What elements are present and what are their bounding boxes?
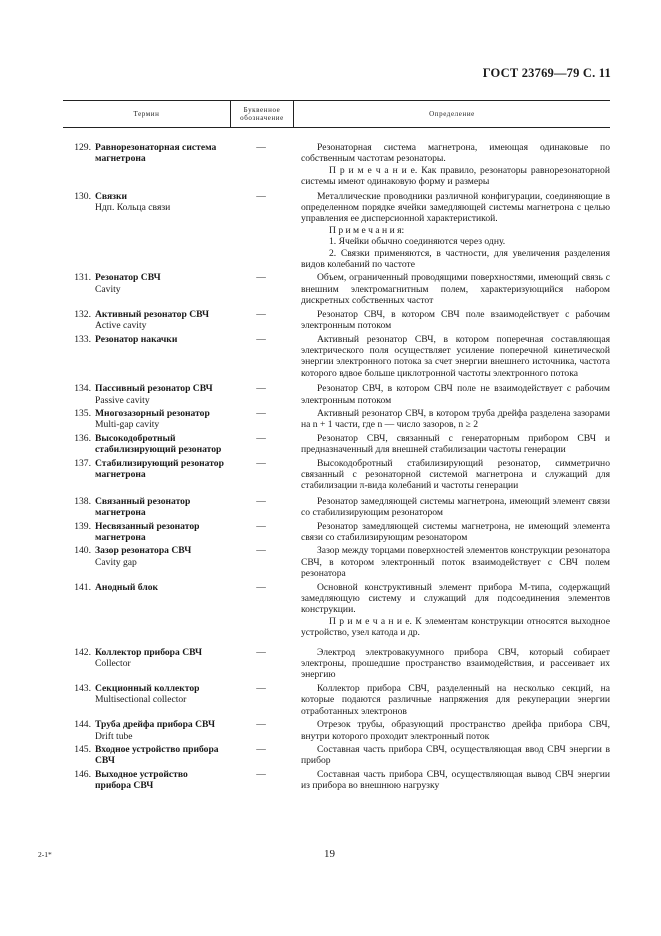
note-label: П р и м е ч а н и я: <box>329 224 405 236</box>
term-cell <box>63 458 230 492</box>
column-header-abbr: Буквенное обозначение <box>230 101 294 127</box>
definition-text: Резонатор СВЧ, связанный с генераторным прибором СВЧ и предназначенный для внешней стабилизации частоты генерации <box>301 432 610 456</box>
definition-cell <box>292 545 610 579</box>
definition-text: Электрод электровакуумного прибора СВЧ, который собирает электроны, прошедшие пространство взаимодействия, и рассеивает их энергию <box>301 646 610 681</box>
term-foreign-equivalent: Collector <box>95 658 131 670</box>
definition-text: Активный резонатор СВЧ, в котором поперечная составляющая электрического поля осуществляет усиление поперечной кинетической энергии электронного потока за счет энергии внешнего источника, частота которого вдвое больше циклотронной частоты электронного потока <box>301 333 610 379</box>
term-number: 132. <box>74 308 91 320</box>
term-cell <box>63 719 230 742</box>
definition-cell <box>292 191 610 271</box>
definition-text: Составная часть прибора СВЧ, осуществляющая ввод СВЧ энергии в прибор <box>301 743 610 767</box>
term-foreign-equivalent: Cavity <box>95 283 121 295</box>
note-item: 1. Ячейки обычно соединяются через одну. <box>329 236 506 248</box>
abbr-cell: — <box>256 719 266 731</box>
table-row <box>63 545 610 579</box>
term-name: Связанный резонатор магнетрона <box>95 495 191 519</box>
abbr-cell: — <box>256 333 266 345</box>
term-number: 136. <box>74 432 91 444</box>
note-label: П р и м е ч а н и е. <box>329 615 412 627</box>
term-number: 145. <box>74 743 91 755</box>
note-label: П р и м е ч а н и е. <box>329 164 418 176</box>
abbr-cell: — <box>256 495 266 507</box>
term-cell <box>63 334 230 380</box>
definition-cell <box>292 408 610 431</box>
definition-cell <box>292 272 610 306</box>
table-row <box>63 683 610 717</box>
definition-cell <box>292 683 610 717</box>
term-name: Равнорезонаторная система магнетрона <box>95 142 217 165</box>
term-cell <box>63 433 230 456</box>
table-row <box>63 458 610 492</box>
term-cell <box>63 647 230 681</box>
definition-cell <box>292 433 610 456</box>
term-name: Резонатор накачки <box>95 333 178 345</box>
term-name: Несвязанный резонатор магнетрона <box>95 520 200 543</box>
term-number: 133. <box>74 333 91 345</box>
definition-text: Основной конструктивный элемент прибора М-типа, содержащий замедляющую систему и служащий для подсоединения элементов конструкции. <box>301 581 610 616</box>
table-header <box>63 100 610 128</box>
term-foreign-equivalent: Drift tube <box>95 730 133 742</box>
definition-text: Зазор между торцами поверхностей элементов конструкции резонатора СВЧ, в котором электронный поток взаимодействует с СВЧ полем резонатора <box>301 545 610 580</box>
definition-text: Высокодобротный стабилизирующий резонатор, симметрично связанный с резонаторной системой магнетрона и служащий для стабилизации π-вида колебаний и частоты генерации <box>301 457 610 492</box>
definition-text: Отрезок трубы, образующий пространство дрейфа прибора СВЧ, внутри которого проходит электронный поток <box>301 719 610 742</box>
term-cell <box>63 545 230 579</box>
term-cell <box>63 683 230 717</box>
term-name: Секционный коллектор <box>95 682 200 694</box>
term-cell <box>63 582 230 639</box>
page-number: 19 <box>324 848 335 860</box>
term-number: 134. <box>74 383 91 395</box>
term-number: 144. <box>74 719 91 731</box>
abbr-cell: — <box>256 308 266 320</box>
definition-text: Активный резонатор СВЧ, в котором труба дрейфа разделена зазорами на n + 1 части, где n — число зазоров, n ≥ 2 <box>301 407 610 431</box>
term-name: Труба дрейфа прибора СВЧ <box>95 719 215 731</box>
term-cell <box>63 309 230 332</box>
term-name: Коллектор прибора СВЧ <box>95 646 203 658</box>
term-number: 137. <box>74 457 91 469</box>
note-item: 2. Связки применяются, в частности, для увеличения разделения видов колебаний по частоте <box>301 247 610 271</box>
term-number: 139. <box>74 520 91 532</box>
term-number: 140. <box>74 545 91 557</box>
definition-cell <box>292 383 610 406</box>
definition-cell <box>292 647 610 681</box>
terms-table <box>63 100 610 792</box>
table-row <box>63 433 610 456</box>
abbr-cell: — <box>256 432 266 444</box>
definition-cell <box>292 521 610 544</box>
definition-text: Составная часть прибора СВЧ, осуществляющая вывод СВЧ энергии из прибора во внешнюю нагрузку <box>301 768 610 792</box>
definition-text: Резонатор замедляющей системы магнетрона, не имеющий элемента связи со стабилизирующим резонатором <box>301 520 610 543</box>
term-cell <box>63 142 230 188</box>
table-row <box>63 744 610 767</box>
definition-cell <box>292 582 610 639</box>
column-header-definition: Определение <box>429 110 475 118</box>
table-row <box>63 521 610 544</box>
term-name: Зазор резонатора СВЧ <box>95 545 192 557</box>
term-cell <box>63 272 230 306</box>
definition-cell <box>292 142 610 188</box>
abbr-cell: — <box>256 520 266 532</box>
term-name: Пассивный резонатор СВЧ <box>95 383 213 395</box>
term-cell <box>63 521 230 544</box>
table-row <box>63 334 610 380</box>
definition-text: Металлические проводники различной конфигурации, соединяющие в определенном порядке ячейки замедляющей системы магнетрона с целью управления ее дисперсионной характеристикой. <box>301 190 610 225</box>
abbr-cell: — <box>256 545 266 557</box>
definition-text: Резонатор СВЧ, в котором СВЧ поле не взаимодействует с рабочим электронным потоком <box>301 383 610 406</box>
term-name: Анодный блок <box>95 581 159 593</box>
term-number: 131. <box>74 272 91 284</box>
term-number: 135. <box>74 407 91 419</box>
term-number: 138. <box>74 495 91 507</box>
definition-cell <box>292 458 610 492</box>
abbr-cell: — <box>256 272 266 284</box>
table-row <box>63 769 610 792</box>
note-text: К элементам конструкции относятся выходное устройство, узел катода и др. <box>301 615 610 639</box>
table-row <box>63 582 610 639</box>
term-name: Входное устройство прибора СВЧ <box>95 743 219 767</box>
term-cell <box>63 191 230 271</box>
abbr-cell: — <box>256 142 266 153</box>
note <box>301 165 610 188</box>
abbr-cell: — <box>256 457 266 469</box>
definition-cell <box>292 496 610 519</box>
term-name: Многозазорный резонатор <box>95 407 210 419</box>
definition-cell <box>292 334 610 380</box>
table-row <box>63 383 610 406</box>
term-number: 130. <box>74 190 91 202</box>
term-foreign-equivalent: Active cavity <box>95 320 147 332</box>
term-number: 143. <box>74 682 91 694</box>
table-row <box>63 647 610 681</box>
term-name: Высокодобротный стабилизирующий резонатор <box>95 432 222 456</box>
term-cell <box>63 383 230 406</box>
term-name: Выходное устройство прибора СВЧ <box>95 768 188 792</box>
term-number: 142. <box>74 646 91 658</box>
abbr-cell: — <box>256 407 266 419</box>
table-row <box>63 142 610 188</box>
definition-cell <box>292 769 610 792</box>
table-row <box>63 309 610 332</box>
column-header-term: Термин <box>133 110 160 118</box>
term-foreign-equivalent: Ндп. Кольца связи <box>95 202 171 214</box>
term-cell <box>63 744 230 767</box>
abbr-cell: — <box>256 581 266 593</box>
definition-text: Резонатор замедляющей системы магнетрона, имеющий элемент связи со стабилизирующим резонатором <box>301 495 610 519</box>
term-foreign-equivalent: Multisectional collector <box>95 694 187 706</box>
note <box>301 616 610 639</box>
definition-text: Коллектор прибора СВЧ, разделенный на несколько секций, на которые подаются различные напряжения для рекуперации энергии отработанных электронов <box>301 682 610 717</box>
page-header-title: ГОСТ 23769—79 С. 11 <box>482 66 611 80</box>
note-text: Как правило, резонаторы равнорезонаторной системы имеют одинаковую форму и размеры <box>301 164 610 188</box>
abbr-cell: — <box>256 190 266 202</box>
abbr-cell: — <box>256 743 266 755</box>
definition-text: Объем, ограниченный проводящими поверхностями, имеющий связь с внешним электромагнитным полем, характеризующийся набором дискретных собственных частот <box>301 272 610 307</box>
term-name: Активный резонатор СВЧ <box>95 308 210 320</box>
term-foreign-equivalent: Passive cavity <box>95 394 150 406</box>
definition-text: Резонаторная система магнетрона, имеющая одинаковые по собственным частотам резонаторы. <box>301 142 610 165</box>
definition-cell <box>292 719 610 742</box>
term-foreign-equivalent: Multi-gap cavity <box>95 419 160 431</box>
table-row <box>63 408 610 431</box>
term-cell <box>63 769 230 792</box>
footer-mark: 2-1* <box>38 850 52 859</box>
term-name: Резонатор СВЧ <box>95 272 161 284</box>
term-cell <box>63 496 230 519</box>
table-row <box>63 191 610 271</box>
term-foreign-equivalent: Cavity gap <box>95 556 137 568</box>
abbr-cell: — <box>256 682 266 694</box>
term-name: Стабилизирующий резонатор магнетрона <box>95 457 224 480</box>
term-name: Связки <box>95 190 128 202</box>
abbr-cell: — <box>256 646 266 658</box>
term-number: 129. <box>74 142 91 153</box>
term-cell <box>63 408 230 431</box>
abbr-cell: — <box>256 383 266 395</box>
abbr-cell: — <box>256 768 266 780</box>
definition-text: Резонатор СВЧ, в котором СВЧ поле взаимодействует с рабочим электронным потоком <box>301 308 610 332</box>
term-number: 141. <box>74 581 91 593</box>
note <box>301 225 610 236</box>
term-number: 146. <box>74 768 91 780</box>
table-row <box>63 272 610 306</box>
table-row <box>63 719 610 742</box>
definition-cell <box>292 744 610 767</box>
table-row <box>63 496 610 519</box>
table-body <box>63 142 610 792</box>
definition-cell <box>292 309 610 332</box>
